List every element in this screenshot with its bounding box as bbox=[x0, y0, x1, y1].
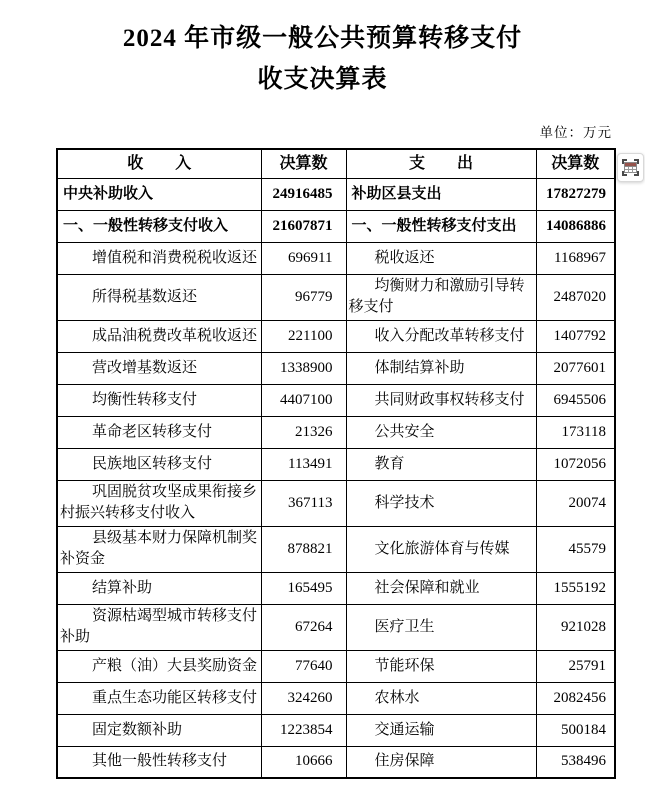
income-value-cell: 24916485 bbox=[261, 178, 346, 210]
income-value-cell: 165495 bbox=[261, 572, 346, 604]
expense-value-cell: 538496 bbox=[536, 746, 615, 778]
expense-label-cell: 一、一般性转移支付支出 bbox=[346, 210, 536, 242]
col-header-income: 收 入 bbox=[57, 149, 261, 178]
table-row bbox=[57, 416, 615, 448]
table-row bbox=[57, 604, 615, 650]
expense-value-cell: 25791 bbox=[536, 650, 615, 682]
col-header-income-value: 决算数 bbox=[261, 149, 346, 178]
income-value-cell: 10666 bbox=[261, 746, 346, 778]
expense-value-cell: 173118 bbox=[536, 416, 615, 448]
income-label-cell: 其他一般性转移支付 bbox=[57, 746, 261, 778]
expense-label-cell: 社会保障和就业 bbox=[346, 572, 536, 604]
income-value-cell: 878821 bbox=[261, 526, 346, 572]
income-label-cell: 所得税基数返还 bbox=[57, 274, 261, 320]
mini-table-glyph bbox=[624, 162, 637, 173]
expense-label-cell: 住房保障 bbox=[346, 746, 536, 778]
income-label-cell: 一、一般性转移支付收入 bbox=[57, 210, 261, 242]
income-label-cell: 均衡性转移支付 bbox=[57, 384, 261, 416]
income-value-cell: 67264 bbox=[261, 604, 346, 650]
expense-label-cell: 收入分配改革转移支付 bbox=[346, 320, 536, 352]
income-label-cell: 中央补助收入 bbox=[57, 178, 261, 210]
table-capture-button[interactable] bbox=[617, 153, 644, 182]
expense-label-cell: 体制结算补助 bbox=[346, 352, 536, 384]
table-row bbox=[57, 526, 615, 572]
expense-value-cell: 1072056 bbox=[536, 448, 615, 480]
income-label-cell: 资源枯竭型城市转移支付补助 bbox=[57, 604, 261, 650]
expense-label-cell: 税收返还 bbox=[346, 242, 536, 274]
income-label-cell: 固定数额补助 bbox=[57, 714, 261, 746]
income-value-cell: 1338900 bbox=[261, 352, 346, 384]
income-label-cell: 营改增基数返还 bbox=[57, 352, 261, 384]
expense-label-cell: 节能环保 bbox=[346, 650, 536, 682]
expense-value-cell: 14086886 bbox=[536, 210, 615, 242]
expense-value-cell: 921028 bbox=[536, 604, 615, 650]
income-label-cell: 民族地区转移支付 bbox=[57, 448, 261, 480]
expense-label-cell: 交通运输 bbox=[346, 714, 536, 746]
table-row bbox=[57, 352, 615, 384]
expense-value-cell: 1555192 bbox=[536, 572, 615, 604]
income-label-cell: 巩固脱贫攻坚成果衔接乡村振兴转移支付收入 bbox=[57, 480, 261, 526]
table-row bbox=[57, 746, 615, 778]
income-label-cell: 县级基本财力保障机制奖补资金 bbox=[57, 526, 261, 572]
income-label-cell: 革命老区转移支付 bbox=[57, 416, 261, 448]
expense-label-cell: 文化旅游体育与传媒 bbox=[346, 526, 536, 572]
table-row bbox=[57, 682, 615, 714]
page-title-line1: 2024 年市级一般公共预算转移支付 bbox=[122, 25, 523, 52]
col-header-expense: 支 出 bbox=[346, 149, 536, 178]
expense-value-cell: 2487020 bbox=[536, 274, 615, 320]
income-value-cell: 324260 bbox=[261, 682, 346, 714]
expense-value-cell: 20074 bbox=[536, 480, 615, 526]
income-value-cell: 113491 bbox=[261, 448, 346, 480]
table-row bbox=[57, 480, 615, 526]
expense-label-cell: 补助区县支出 bbox=[346, 178, 536, 210]
income-value-cell: 1223854 bbox=[261, 714, 346, 746]
expense-label-cell: 公共安全 bbox=[346, 416, 536, 448]
income-value-cell: 77640 bbox=[261, 650, 346, 682]
expense-value-cell: 500184 bbox=[536, 714, 615, 746]
expense-label-cell: 农林水 bbox=[346, 682, 536, 714]
expense-value-cell: 2082456 bbox=[536, 682, 615, 714]
table-row bbox=[57, 572, 615, 604]
budget-table-body bbox=[57, 178, 615, 778]
table-row bbox=[57, 384, 615, 416]
income-label-cell: 成品油税费改革税收返还 bbox=[57, 320, 261, 352]
expense-label-cell: 科学技术 bbox=[346, 480, 536, 526]
page-title-line2: 收支决算表 bbox=[257, 66, 388, 93]
income-value-cell: 96779 bbox=[261, 274, 346, 320]
expense-value-cell: 17827279 bbox=[536, 178, 615, 210]
page-title bbox=[0, 18, 645, 100]
income-value-cell: 4407100 bbox=[261, 384, 346, 416]
table-row bbox=[57, 274, 615, 320]
expense-label-cell: 均衡财力和激励引导转移支付 bbox=[346, 274, 536, 320]
unit-label: 单位：万元 bbox=[539, 125, 612, 140]
income-value-cell: 696911 bbox=[261, 242, 346, 274]
income-label-cell: 产粮（油）大县奖励资金 bbox=[57, 650, 261, 682]
col-header-expense-value: 决算数 bbox=[536, 149, 615, 178]
table-row bbox=[57, 242, 615, 274]
expense-value-cell: 2077601 bbox=[536, 352, 615, 384]
table-row bbox=[57, 448, 615, 480]
expense-label-cell: 共同财政事权转移支付 bbox=[346, 384, 536, 416]
table-row bbox=[57, 650, 615, 682]
expense-value-cell: 45579 bbox=[536, 526, 615, 572]
table-row bbox=[57, 210, 615, 242]
income-value-cell: 21607871 bbox=[261, 210, 346, 242]
table-row bbox=[57, 178, 615, 210]
expense-value-cell: 6945506 bbox=[536, 384, 615, 416]
expense-value-cell: 1407792 bbox=[536, 320, 615, 352]
expense-value-cell: 1168967 bbox=[536, 242, 615, 274]
expense-label-cell: 教育 bbox=[346, 448, 536, 480]
budget-table bbox=[56, 148, 616, 779]
income-value-cell: 21326 bbox=[261, 416, 346, 448]
expense-label-cell: 医疗卫生 bbox=[346, 604, 536, 650]
table-row bbox=[57, 320, 615, 352]
income-label-cell: 增值税和消费税税收返还 bbox=[57, 242, 261, 274]
table-header-row bbox=[57, 149, 615, 178]
table-row bbox=[57, 714, 615, 746]
income-label-cell: 结算补助 bbox=[57, 572, 261, 604]
income-value-cell: 221100 bbox=[261, 320, 346, 352]
income-label-cell: 重点生态功能区转移支付 bbox=[57, 682, 261, 714]
table-capture-icon bbox=[622, 159, 639, 176]
income-value-cell: 367113 bbox=[261, 480, 346, 526]
